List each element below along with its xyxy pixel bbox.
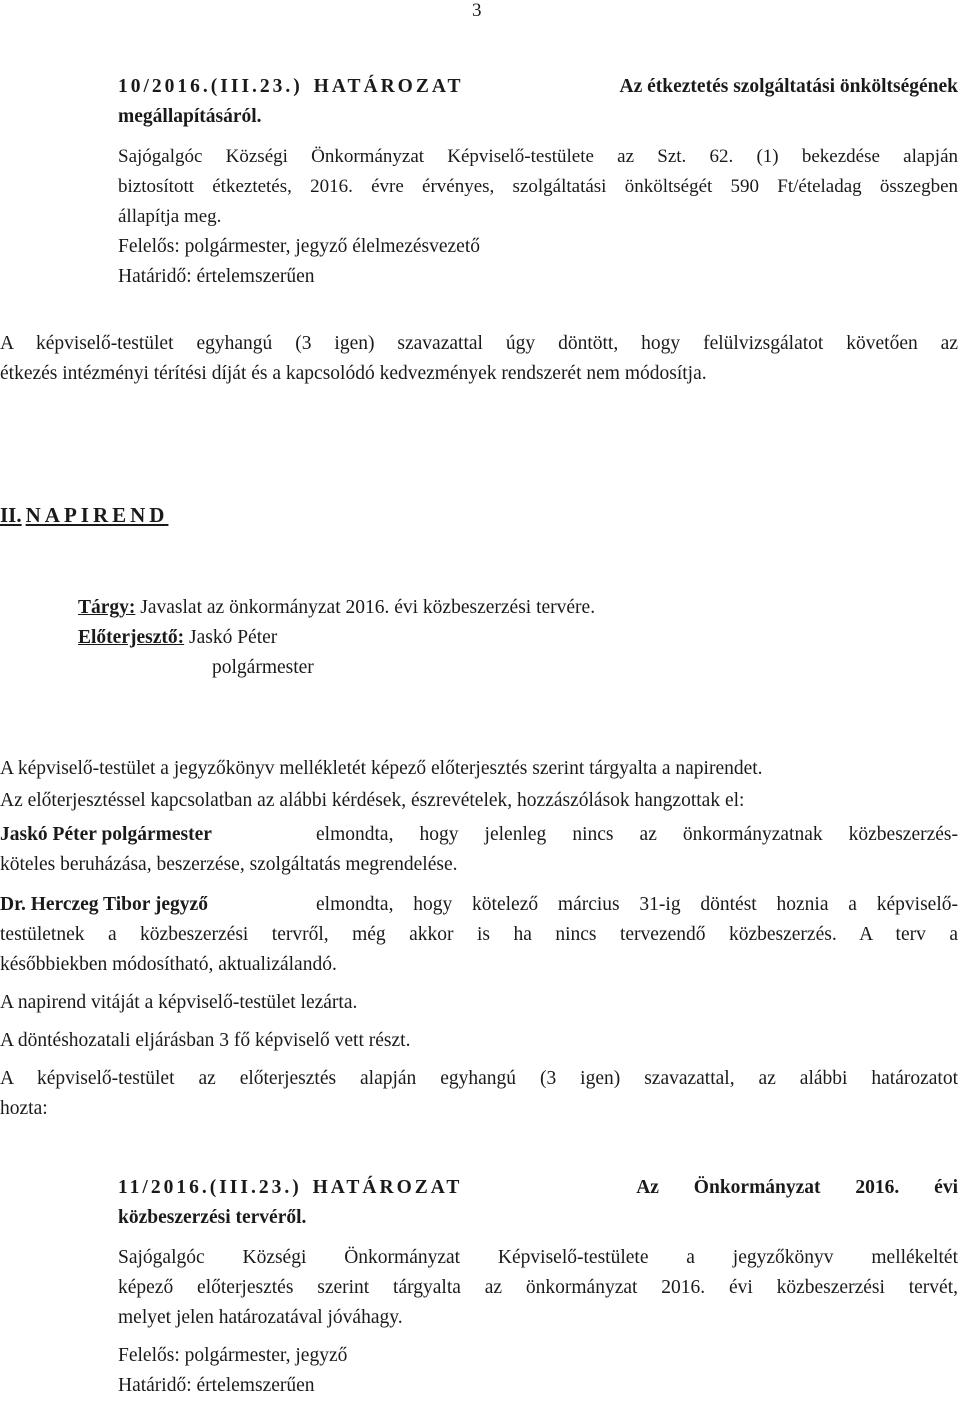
minutes xyxy=(0,754,960,1124)
resolution-10-responsible: Felelős: polgármester, jegyző élelmezésvezető xyxy=(118,236,480,257)
minutes-p5-line2: hozta: xyxy=(0,1098,48,1119)
agenda-presenter-row xyxy=(78,623,960,653)
resolution-11-body-line3: melyet jelen határozatával jóváhagy. xyxy=(118,1307,403,1328)
resolution-10-deadline: Határidő: értelemszerűen xyxy=(118,266,315,287)
decision-line2: étkezés intézményi térítési díját és a kapcsolódó kedvezmények rendszerét nem módosítja. xyxy=(0,363,707,384)
resolution-10-body-line2: biztosított étkeztetés, 2016. évre érvényes, szolgáltatási önköltségét 590 Ft/ételadag összegben xyxy=(118,176,958,197)
resolution-11-body-line2: képező előterjesztés szerint tárgyalta az önkormányzat 2016. évi közbeszerzési tervét, xyxy=(118,1277,958,1298)
resolution-10-body-line1: Sajógalgóc Községi Önkormányzat Képviselő-testülete az Szt. 62. (1) bekezdése alapján xyxy=(118,146,958,167)
minutes-p2: Az előterjesztéssel kapcsolatban az alábbi kérdések, észrevételek, hozzászólások hangzottak el: xyxy=(0,790,745,811)
resolution-11-number-group xyxy=(118,1173,462,1203)
minutes-p1: A képviselő-testület a jegyzőkönyv mellékletét képező előterjesztés szerint tárgyalta a napirendet. xyxy=(0,758,763,779)
agenda-subject-row xyxy=(78,593,960,623)
resolution-10-title-row xyxy=(118,72,960,102)
agenda-subject-value: Javaslat az önkormányzat 2016. évi közbeszerzési tervére. xyxy=(140,597,596,618)
minutes-speaker1-line2: köteles beruházása, beszerzése, szolgáltatás megrendelése. xyxy=(0,854,458,875)
resolution-11-hat-label: HATÁROZAT xyxy=(312,1177,463,1198)
minutes-p4: A döntéshozatali eljárásban 3 fő képviselő vett részt. xyxy=(0,1030,411,1051)
minutes-speaker2-line3: későbbiekben módosítható, aktualizálandó. xyxy=(0,954,337,975)
resolution-11 xyxy=(118,1173,960,1401)
minutes-speaker2-line1: elmondta, hogy kötelező március 31-ig döntést hoznia a képviselő- xyxy=(316,894,958,915)
decision-line1: A képviselő-testület egyhangú (3 igen) szavazattal úgy döntött, hogy felülvizsgálatot követően az xyxy=(0,333,958,354)
agenda-subject-label: Tárgy: xyxy=(78,597,136,618)
resolution-11-deadline: Határidő: értelemszerűen xyxy=(118,1375,315,1396)
minutes-p3: A napirend vitáját a képviselő-testület lezárta. xyxy=(0,992,358,1013)
resolution-10-body-line3: állapítja meg. xyxy=(118,206,222,227)
agenda-details xyxy=(78,593,960,683)
minutes-speaker1-line1: elmondta, hogy jelenleg nincs az önkormányzatnak közbeszerzés- xyxy=(316,824,958,845)
agenda-presenter-title: polgármester xyxy=(212,657,314,678)
agenda-presenter-label: Előterjesztő: xyxy=(78,627,185,648)
resolution-11-title-part1: Az Önkormányzat 2016. évi xyxy=(636,1177,958,1198)
minutes-speaker1-row xyxy=(0,820,960,850)
resolution-10-number-group xyxy=(118,72,463,102)
resolution-10-hat-label: HATÁROZAT xyxy=(313,76,464,97)
resolution-10-title-part2: megállapításáról. xyxy=(118,106,262,127)
resolution-11-responsible: Felelős: polgármester, jegyző xyxy=(118,1345,348,1366)
minutes-speaker2-row xyxy=(0,890,960,920)
agenda-heading-word: NAPIREND xyxy=(25,503,169,527)
agenda-heading xyxy=(0,500,960,530)
minutes-speaker2-name: Dr. Herczeg Tibor jegyző xyxy=(0,894,208,915)
page-number: 3 xyxy=(472,0,482,21)
agenda-presenter-name: Jaskó Péter xyxy=(188,627,278,648)
resolution-11-title-row xyxy=(118,1173,960,1203)
minutes-speaker1-name: Jaskó Péter polgármester xyxy=(0,824,212,845)
minutes-speaker2-line2: testületnek a közbeszerzési tervről, még akkor is ha nincs tervezendő közbeszerzés. A terv a xyxy=(0,924,958,945)
minutes-p5-line1: A képviselő-testület az előterjesztés alapján egyhangú (3 igen) szavazattal, az alábbi határozatot xyxy=(0,1068,958,1089)
resolution-11-title-part2: közbeszerzési tervéről. xyxy=(118,1207,307,1228)
agenda-heading-num: II. xyxy=(0,503,22,527)
resolution-10 xyxy=(118,72,960,292)
resolution-11-number: 11/2016.(III.23.) xyxy=(118,1177,302,1198)
resolution-11-body-line1: Sajógalgóc Községi Önkormányzat Képviselő-testülete a jegyzőkönyv mellékeltét xyxy=(118,1247,958,1268)
resolution-10-title-part1: Az étkeztetés szolgáltatási önköltségének xyxy=(619,76,958,97)
resolution-10-number: 10/2016.(III.23.) xyxy=(118,76,303,97)
decision-paragraph xyxy=(0,329,960,389)
